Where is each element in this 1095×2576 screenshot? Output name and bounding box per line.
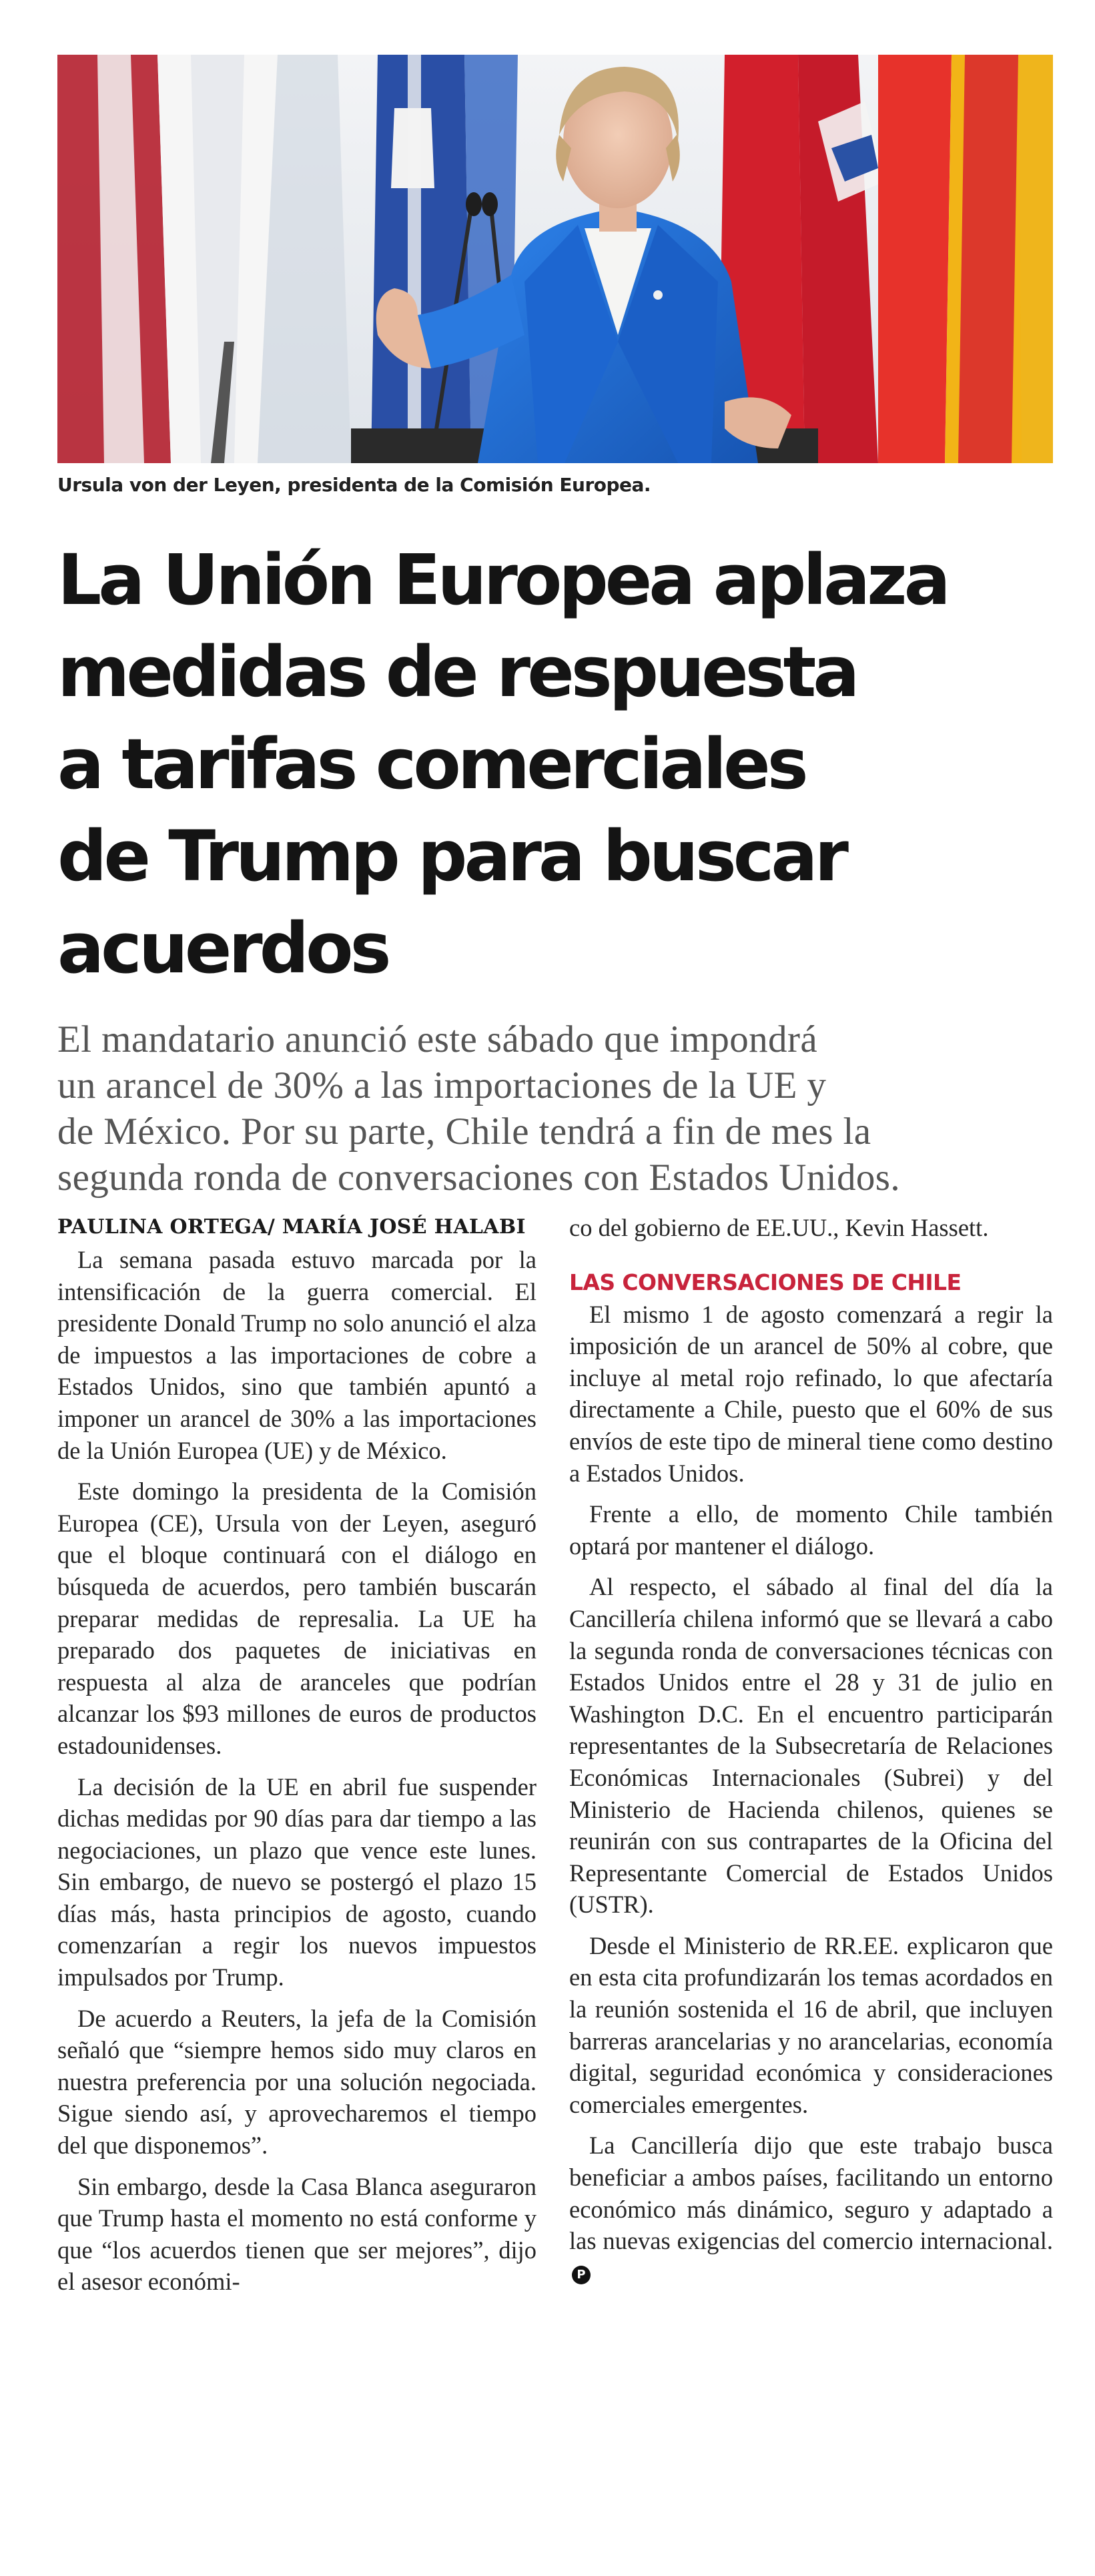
body-paragraph: La decisión de la UE en abril fue suspender dichas medidas por 90 días para dar tiempo a las negociaciones, un plazo que vence este lunes. Sin embargo, de nuevo se postergó el plazo 15 días más, hasta principios de agosto, cuando comenzarían a regir los nuevos impuestos impulsados por Trump. (57, 1773, 536, 1991)
headline-line: La Unión Europea aplaza (57, 539, 948, 621)
body-column-right (569, 1212, 1053, 2298)
deck-line: un arancel de 30% a las importaciones de la UE y (57, 1064, 827, 1106)
final-paragraph-text: La Cancillería dijo que este trabajo busca beneficiar a ambos países, facilitando un entorno económico más dinámico, seguro y adaptado a las nuevas exigencias del comercio internacional. (569, 2132, 1053, 2255)
deck (57, 1016, 1058, 1201)
headline-line: acuerdos (57, 908, 388, 989)
headline (57, 534, 1053, 994)
body-paragraph: Sin embargo, desde la Casa Blanca aseguraron que Trump hasta el momento no está conforme y que “los acuerdos tienen que ser mejores”, dijo el asesor económi- (57, 2172, 536, 2296)
body-paragraph: De acuerdo a Reuters, la jefa de la Comisión señaló que “siempre hemos sido muy claros en nuestra preferencia por una solución negociada. Sigue siendo así, y aprovecharemos el tiempo del que disponemos”. (57, 2004, 536, 2160)
section-subhead: LAS CONVERSACIONES DE CHILE (569, 1269, 962, 1295)
body-column-left (57, 1212, 536, 2307)
body-paragraph-continuation: co del gobierno de EE.UU., Kevin Hassett. (569, 1214, 989, 1241)
byline: PAULINA ORTEGA/ MARÍA JOSÉ HALABI (57, 1215, 526, 1239)
photo-caption: Ursula von der Leyen, presidenta de la Comisión Europea. (57, 474, 651, 496)
body-paragraph-final (569, 2130, 1053, 2288)
deck-line: segunda ronda de conversaciones con Estados Unidos. (57, 1157, 900, 1199)
article-photo (57, 55, 1053, 463)
body-paragraph: Al respecto, el sábado al final del día la Cancillería chilena informó que se llevará a cabo la segunda ronda de conversaciones técnicas con Estados Unidos entre el 28 y 31 de julio en Washington D.C. En el encuentro participarán representantes de la Subsecretaría de Relaciones Económicas Internacionales (Subrei) y del Ministerio de Hacienda chilenos, quienes se reunirán con sus contrapartes de la Oficina del Representante Comercial de Estados Unidos (USTR). (569, 1573, 1053, 1919)
body-paragraph: El mismo 1 de agosto comenzará a regir la imposición de un arancel de 50% al cobre, que incluye al metal rojo refinado, lo que afectaría directamente a Chile, puesto que el 60% de sus envíos de este tipo de mineral tiene como destino a Estados Unidos. (569, 1300, 1053, 1487)
headline-line: de Trump para buscar (57, 816, 845, 897)
deck-line: de México. Por su parte, Chile tendrá a fin de mes la (57, 1110, 871, 1153)
headline-line: a tarifas comerciales (57, 723, 805, 805)
deck-line: El mandatario anunció este sábado que impondrá (57, 1018, 818, 1060)
end-mark-icon: P (572, 2266, 591, 2284)
body-paragraph: La semana pasada estuvo marcada por la intensificación de la guerra comercial. El presidente Donald Trump no solo anunció el alza de impuestos a las importaciones de cobre a Estados Unidos, sino que también apuntó a imponer un arancel de 30% a las importaciones de la Unión Europea (UE) y de México. (57, 1246, 536, 1464)
body-paragraph: Desde el Ministerio de RR.EE. explicaron que en esta cita profundizarán los temas acordados en la reunión sostenida el 16 de abril, que incluyen barreras arancelarias y no arancelarias, economía digital, seguridad económica y consideraciones comerciales emergentes. (569, 1931, 1053, 2118)
photo-illustration (57, 55, 1053, 463)
headline-line: medidas de respuesta (57, 631, 857, 713)
body-paragraph: Frente a ello, de momento Chile también optará por mantener el diálogo. (569, 1500, 1053, 1560)
body-paragraph: Este domingo la presidenta de la Comisión Europea (CE), Ursula von der Leyen, aseguró que el bloque continuará con el diálogo en búsqueda de acuerdos, pero también buscarán preparar medidas de represalia. La UE ha preparado dos paquetes de iniciativas en respuesta al alza de aranceles que podrían alcanzar los $93 millones de euros de productos estadounidenses. (57, 1478, 536, 1759)
